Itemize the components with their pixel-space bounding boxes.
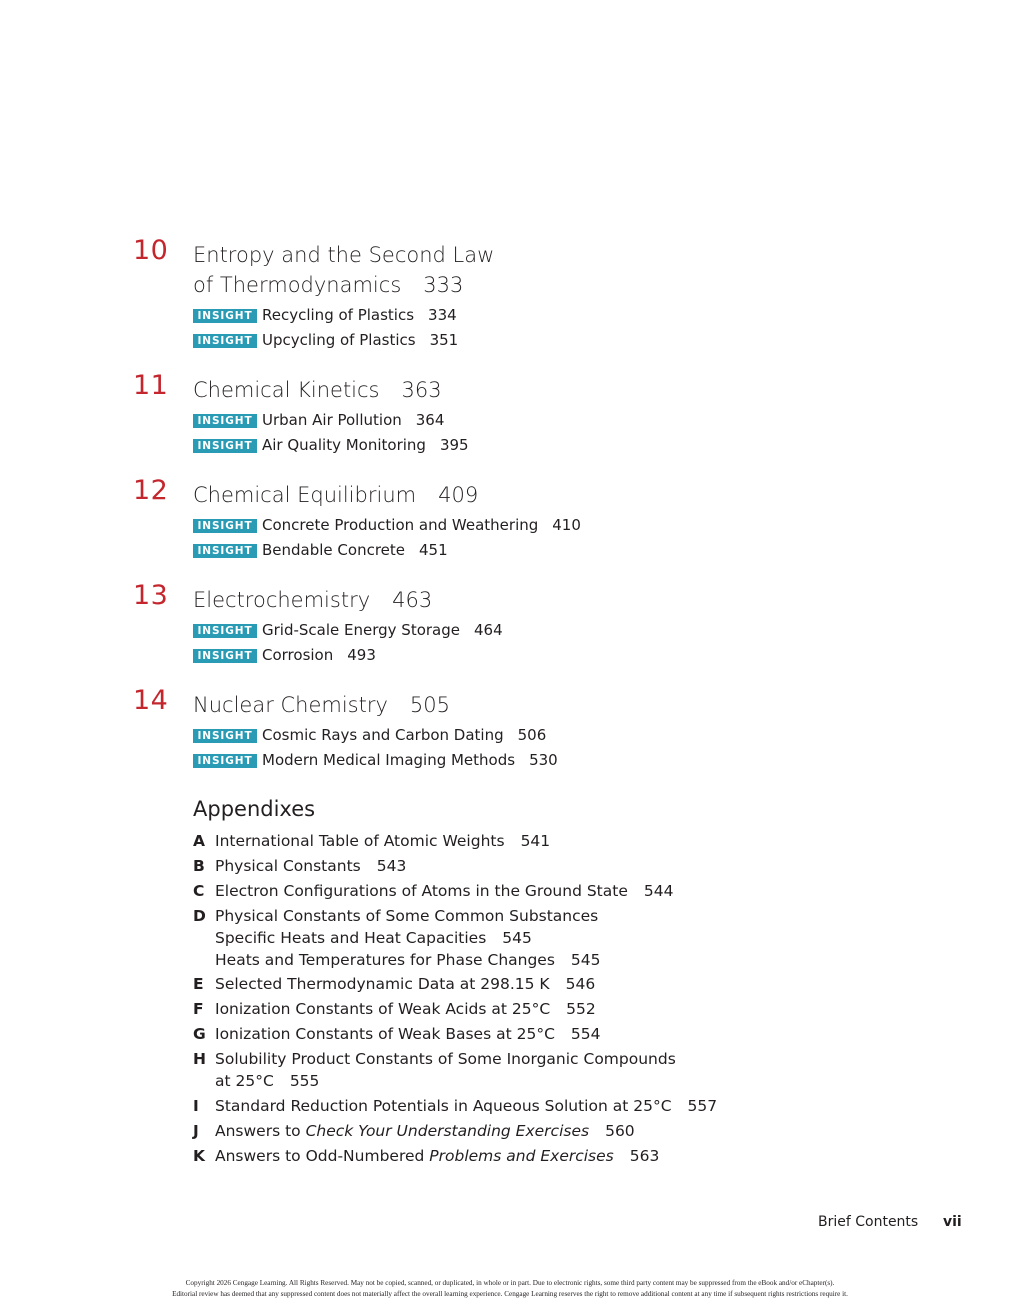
chapter-title: Entropy and the Second Law of Thermodynamics 333 [193, 243, 495, 297]
insight-badge: INSIGHT [193, 649, 257, 663]
chapter-title: Nuclear Chemistry 505 [193, 693, 451, 717]
insight-badge: INSIGHT [193, 414, 257, 428]
chapter-page: 463 [392, 588, 433, 612]
running-footer-label: Brief Contents [818, 1214, 919, 1230]
chapter-title: Electrochemistry 463 [193, 588, 433, 612]
copyright-line-2: Editorial review has deemed that any suppressed content does not materially affect the overall learning experience. Cengage Learning reserves the right to remove additional content at any time if subsequent rights restrictions require it. [172, 1290, 848, 1298]
chapter-number: 10 [133, 235, 169, 266]
chapter-title: Chemical Kinetics 363 [193, 378, 442, 402]
insight-item: INSIGHT Recycling of Plastics 334 [193, 304, 457, 326]
insight-item: INSIGHT Urban Air Pollution 364 [193, 409, 444, 431]
copyright-line-1: Copyright 2026 Cengage Learning. All Rights Reserved. May not be copied, scanned, or duplicated, in whole or in part. Due to electronic rights, some third party content may be suppressed from the eBook and/or eChapter(s). [185, 1279, 835, 1287]
insight-badge: INSIGHT [193, 729, 257, 743]
insight-badge: INSIGHT [193, 334, 257, 348]
insight-badge: INSIGHT [193, 624, 257, 638]
chapter-title: Chemical Equilibrium 409 [193, 483, 479, 507]
chapter-number: 13 [133, 580, 169, 611]
page-number: vii [943, 1214, 962, 1230]
insight-item: INSIGHT Air Quality Monitoring 395 [193, 434, 469, 456]
chapter-page: 409 [438, 483, 479, 507]
insight-item: INSIGHT Grid-Scale Energy Storage 464 [193, 619, 503, 641]
chapter-page: 333 [423, 273, 464, 297]
insight-item: INSIGHT Upcycling of Plastics 351 [193, 329, 458, 351]
chapter-number: 12 [133, 475, 169, 506]
insight-item: INSIGHT Corrosion 493 [193, 644, 376, 666]
insight-badge: INSIGHT [193, 519, 257, 533]
chapter-number: 14 [133, 685, 169, 716]
insight-item: INSIGHT Modern Medical Imaging Methods 530 [193, 749, 558, 771]
insight-badge: INSIGHT [193, 309, 257, 323]
insight-item: INSIGHT Concrete Production and Weathering 410 [193, 514, 581, 536]
insight-badge: INSIGHT [193, 754, 257, 768]
chapter-page: 505 [409, 693, 451, 717]
insight-badge: INSIGHT [193, 544, 257, 558]
insight-item: INSIGHT Bendable Concrete 451 [193, 539, 448, 561]
chapter-page: 363 [401, 378, 442, 402]
appendixes-heading: Appendixes [193, 797, 316, 821]
insight-badge: INSIGHT [193, 439, 257, 453]
chapter-number: 11 [133, 370, 169, 401]
insight-item: INSIGHT Cosmic Rays and Carbon Dating 506 [193, 724, 546, 746]
